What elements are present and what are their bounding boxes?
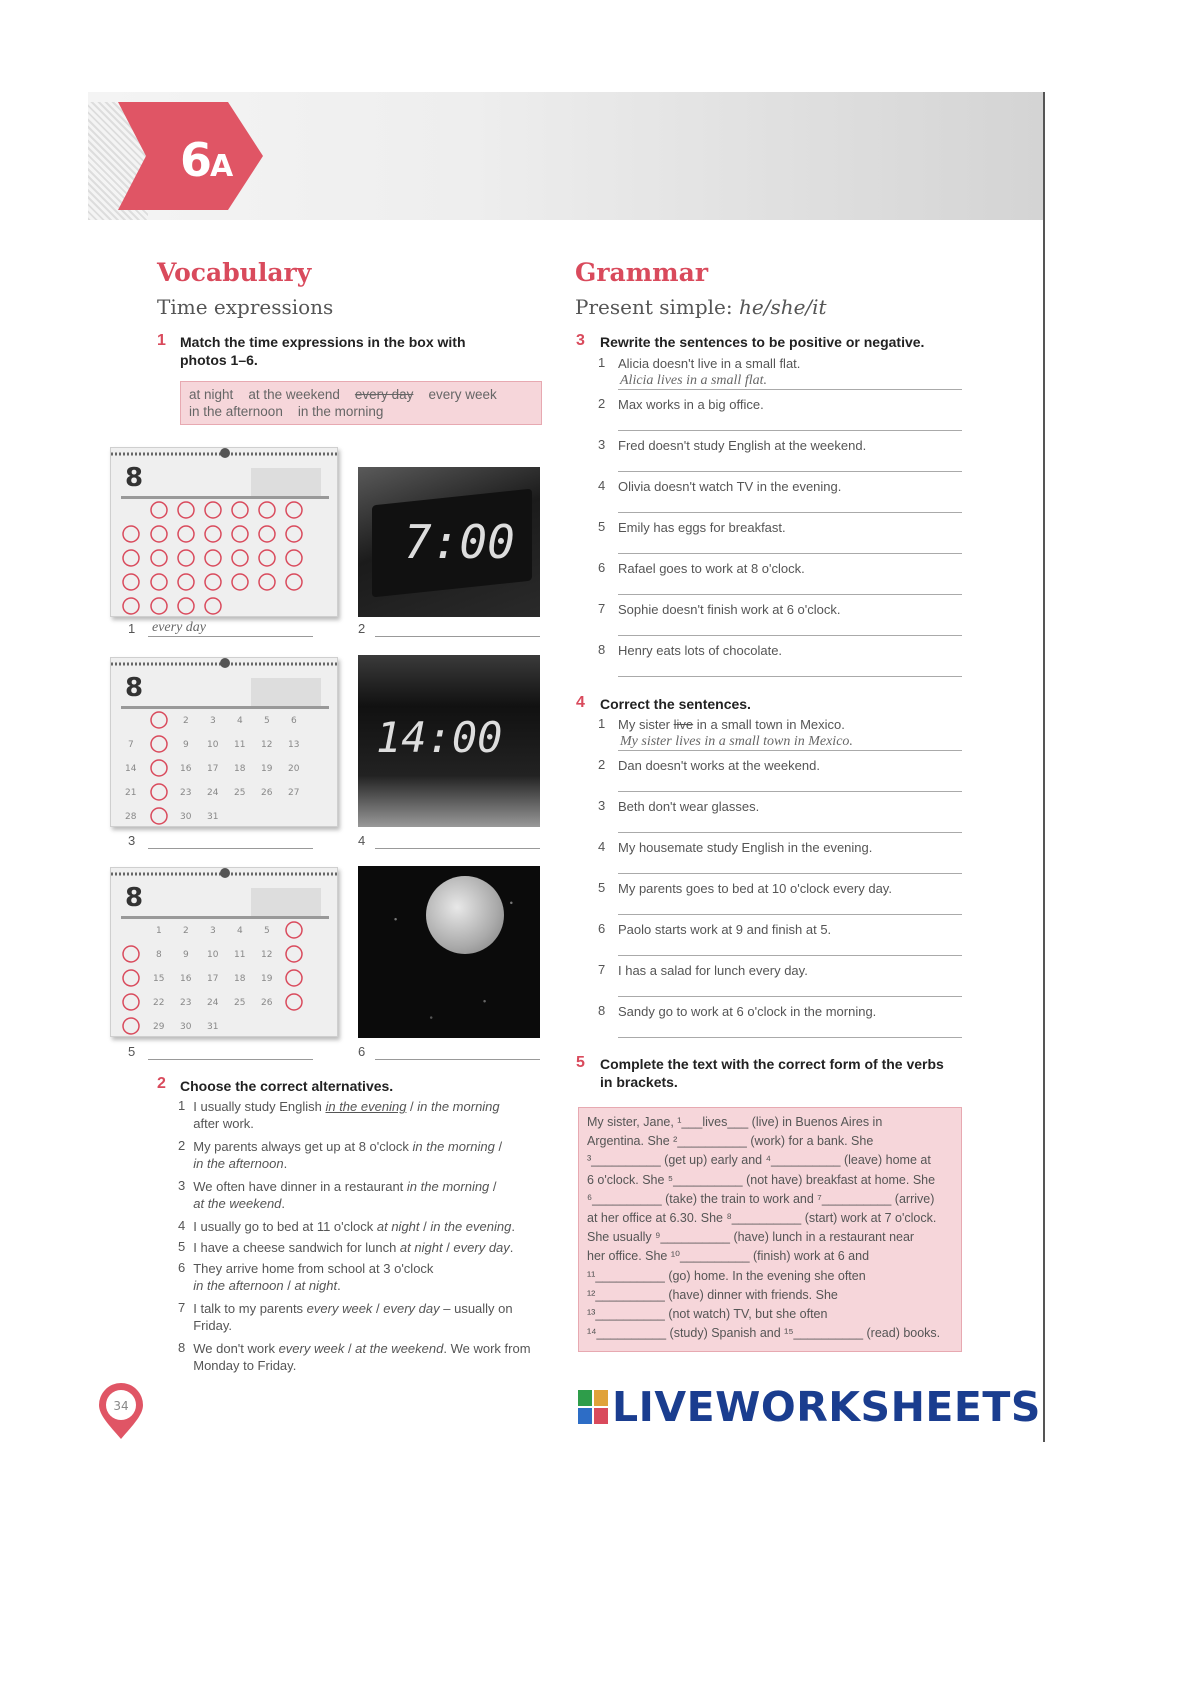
exercise-3-list	[598, 353, 963, 681]
svg-text:12: 12	[261, 740, 273, 750]
option[interactable]: in the morning	[406, 1179, 490, 1194]
exercise-1-instruction	[180, 333, 466, 369]
svg-text:21: 21	[125, 788, 137, 798]
svg-text:24: 24	[207, 788, 219, 798]
exercise-3-answer-line[interactable]	[618, 389, 962, 390]
option[interactable]: at the weekend	[193, 1196, 282, 1211]
exercise-2-number: 2	[157, 1075, 166, 1092]
exercise-3-item: 5 Emily has eggs for breakfast.	[598, 517, 963, 558]
exercise-4-item: 3 Beth don't wear glasses.	[598, 796, 963, 837]
exercise-3-answer-line[interactable]	[618, 471, 962, 472]
exercise-4-item: 2 Dan doesn't works at the weekend.	[598, 755, 963, 796]
exercise-2-instruction: Choose the correct alternatives.	[180, 1078, 394, 1094]
exercise-4-number: 4	[576, 694, 585, 711]
grammar-heading: Grammar	[575, 258, 708, 287]
svg-text:19: 19	[261, 974, 273, 984]
exercise-4-answer-line[interactable]	[618, 914, 962, 915]
grammar-subheading: Present simple: he/she/it	[575, 295, 827, 319]
svg-text:23: 23	[180, 788, 192, 798]
svg-text:17: 17	[207, 764, 219, 774]
photo-2-label: 2	[358, 621, 366, 636]
svg-text:6: 6	[291, 716, 297, 726]
svg-text:2: 2	[183, 716, 189, 726]
exercise-5-line: ¹¹__________ (go) home. In the evening she often	[587, 1268, 866, 1283]
vocabulary-subheading: Time expressions	[157, 295, 334, 319]
svg-text:19: 19	[261, 764, 273, 774]
exercise-5-line: ¹⁴__________ (study) Spanish and ¹⁵__________ (read) books.	[587, 1326, 941, 1341]
option[interactable]: every day	[383, 1301, 440, 1316]
liveworksheets-logo-icon	[578, 1390, 608, 1424]
svg-text:17: 17	[207, 974, 219, 984]
exercise-4-answer-line[interactable]	[618, 791, 962, 792]
option[interactable]: in the morning	[417, 1099, 500, 1114]
exercise-5-line: My sister, Jane, ¹___lives___ (live) in Buenos Aires in	[587, 1115, 883, 1129]
svg-text:22: 22	[153, 998, 165, 1008]
svg-text:20: 20	[288, 764, 300, 774]
vocabulary-heading: Vocabulary	[157, 258, 312, 287]
exercise-4-answer: My sister lives in a small town in Mexico.	[620, 734, 853, 749]
exercise-4-answer-line[interactable]	[618, 1037, 962, 1038]
word-every-day: every day	[354, 387, 414, 402]
word-box-line2	[189, 403, 533, 420]
photo-3-calendar	[110, 657, 338, 827]
svg-text:16: 16	[180, 764, 192, 774]
exercise-5-line: her office. She ¹⁰__________ (finish) work at 6 and	[587, 1249, 870, 1264]
exercise-5-line: She usually ⁹__________ (have) lunch in a restaurant near	[587, 1230, 915, 1245]
photo-4-clock	[358, 655, 540, 827]
option[interactable]: every week	[278, 1341, 345, 1356]
svg-text:23: 23	[180, 998, 192, 1008]
word-in-the-afternoon: in the afternoon	[189, 404, 283, 419]
photo-6-moon	[358, 866, 540, 1038]
photo-1-answer: every day	[152, 620, 207, 635]
exercise-3-answer-line[interactable]	[618, 430, 962, 431]
photo-6-label: 6	[358, 1044, 366, 1059]
exercise-2-list	[178, 1098, 533, 1374]
svg-text:18: 18	[234, 764, 246, 774]
option[interactable]: in the afternoon	[193, 1156, 284, 1171]
option[interactable]: in the afternoon	[193, 1278, 284, 1293]
svg-text:24: 24	[207, 998, 219, 1008]
svg-text:9: 9	[183, 950, 189, 960]
photo-2-answer-line[interactable]	[375, 636, 540, 637]
word-box-line1	[189, 386, 533, 403]
page-edge	[1043, 92, 1045, 1442]
exercise-5-text-box[interactable]	[578, 1107, 962, 1352]
moon-icon	[426, 876, 504, 954]
exercise-1-instruction-line1: Match the time expressions in the box with	[180, 334, 466, 350]
photo-1-answer-line[interactable]	[148, 636, 313, 637]
exercise-4-list	[598, 714, 963, 1042]
exercise-3-answer-line[interactable]	[618, 635, 962, 636]
photo-6-answer-line[interactable]	[375, 1059, 540, 1060]
option[interactable]: in the evening	[325, 1099, 407, 1114]
exercise-3-number: 3	[576, 332, 585, 349]
exercise-2-item: 2 My parents always get up at 8 o'clock in the morning / in the afternoon.	[178, 1138, 503, 1171]
exercise-5-number: 5	[576, 1054, 585, 1071]
photo-4-label: 4	[358, 833, 366, 848]
svg-text:30: 30	[180, 1022, 192, 1032]
unit-letter: A	[210, 149, 234, 184]
svg-text:11: 11	[234, 740, 246, 750]
svg-text:8: 8	[125, 673, 144, 703]
svg-text:31: 31	[207, 1022, 219, 1032]
svg-text:5: 5	[264, 926, 270, 936]
option[interactable]: every week	[306, 1301, 373, 1316]
exercise-4-answer-line[interactable]	[618, 750, 962, 751]
word-in-the-morning: in the morning	[297, 404, 384, 419]
clock-display-1: 7:00	[404, 515, 515, 569]
word-box	[180, 381, 542, 425]
photo-5-calendar	[110, 867, 338, 1037]
svg-text:11: 11	[234, 950, 246, 960]
svg-text:9: 9	[183, 740, 189, 750]
svg-text:1: 1	[156, 926, 162, 936]
exercise-2-item: 3 We often have dinner in a restaurant in the morning / at the weekend.	[178, 1178, 497, 1211]
exercise-4-item: 8 Sandy go to work at 6 o'clock in the morning.	[598, 1001, 963, 1042]
svg-text:4: 4	[237, 926, 243, 936]
option[interactable]: at night	[399, 1240, 443, 1255]
exercise-3-answer-line[interactable]	[618, 676, 962, 677]
svg-text:25: 25	[234, 998, 246, 1008]
exercise-3-item: 2 Max works in a big office.	[598, 394, 963, 435]
exercise-3-item: 3 Fred doesn't study English at the weekend.	[598, 435, 963, 476]
word-every-week: every week	[428, 387, 497, 402]
exercise-4-item: 5 My parents goes to bed at 10 o'clock every day.	[598, 878, 963, 919]
exercise-4-answer-line[interactable]	[618, 955, 962, 956]
svg-text:31: 31	[207, 812, 219, 822]
svg-text:26: 26	[261, 998, 273, 1008]
exercise-3-item: 1 Alicia doesn't live in a small flat. Alicia lives in a small flat.	[598, 353, 963, 394]
exercise-5-line: ³__________ (get up) early and ⁴__________ (leave) home at	[587, 1153, 931, 1168]
option[interactable]: in the evening	[430, 1219, 512, 1234]
option[interactable]: in the morning	[412, 1139, 495, 1154]
unit-badge	[118, 102, 263, 210]
exercise-5-line: ⁶__________ (take) the train to work and ⁷__________ (arrive)	[587, 1191, 935, 1206]
photo-4-answer-line[interactable]	[375, 848, 540, 849]
svg-text:28: 28	[125, 812, 137, 822]
exercise-2-item: 5 I have a cheese sandwich for lunch at night / every day.	[178, 1239, 514, 1255]
exercise-3-instruction: Rewrite the sentences to be positive or negative.	[600, 334, 925, 350]
photo-5-answer-line[interactable]	[148, 1059, 313, 1060]
svg-text:8: 8	[125, 463, 144, 493]
svg-text:3: 3	[210, 926, 216, 936]
svg-text:5: 5	[264, 716, 270, 726]
svg-text:25: 25	[234, 788, 246, 798]
svg-text:3: 3	[210, 716, 216, 726]
exercise-2-item: 6 They arrive home from school at 3 o'clock in the afternoon / at night.	[178, 1260, 434, 1293]
liveworksheets-wordmark: LIVEWORKSHEETS	[612, 1383, 1041, 1431]
exercise-5-line: ¹³__________ (not watch) TV, but she often	[587, 1307, 828, 1322]
exercise-4-item: 1 My sister live in a small town in Mexico. My sister lives in a small town in Mexico.	[598, 714, 963, 755]
option[interactable]: every day	[453, 1240, 510, 1255]
svg-text:26: 26	[261, 788, 273, 798]
page-number: 34	[113, 1399, 129, 1413]
svg-text:15: 15	[153, 974, 165, 984]
exercise-3-answer-line[interactable]	[618, 512, 962, 513]
svg-text:18: 18	[234, 974, 246, 984]
svg-text:12: 12	[261, 950, 273, 960]
option[interactable]: at night	[376, 1219, 420, 1234]
svg-text:16: 16	[180, 974, 192, 984]
exercise-2-item: 1 I usually study English in the evening / in the morning after work.	[178, 1098, 500, 1131]
word-at-night: at night	[189, 387, 234, 402]
page-number-pin	[97, 1383, 145, 1441]
exercise-5-line: Argentina. She ²__________ (work) for a bank. She	[587, 1134, 874, 1149]
svg-text:30: 30	[180, 812, 192, 822]
liveworksheets-logo	[578, 1383, 1041, 1431]
exercise-3-item: 6 Rafael goes to work at 8 o'clock.	[598, 558, 963, 599]
svg-text:14: 14	[125, 764, 137, 774]
exercise-5-line: at her office at 6.30. She ⁸__________ (start) work at 7 o'clock.	[587, 1211, 937, 1226]
svg-text:2: 2	[183, 926, 189, 936]
clock-display-2: 14:00	[376, 713, 503, 762]
exercise-4-item: 6 Paolo starts work at 9 and finish at 5.	[598, 919, 963, 960]
exercise-3-item: 7 Sophie doesn't finish work at 6 o'clock.	[598, 599, 963, 640]
exercise-1-instruction-line2: photos 1–6.	[180, 352, 258, 368]
exercise-5-line: ¹²__________ (have) dinner with friends. She	[587, 1287, 838, 1302]
svg-text:29: 29	[153, 1022, 165, 1032]
exercise-3-item: 4 Olivia doesn't watch TV in the evening.	[598, 476, 963, 517]
svg-text:10: 10	[207, 740, 219, 750]
svg-text:10: 10	[207, 950, 219, 960]
svg-text:7: 7	[128, 740, 134, 750]
svg-text:13: 13	[288, 740, 300, 750]
svg-text:8: 8	[125, 883, 144, 913]
exercise-4-answer-line[interactable]	[618, 832, 962, 833]
exercise-4-item: 4 My housemate study English in the evening.	[598, 837, 963, 878]
exercise-5-instruction: Complete the text with the correct form of the verbs in brackets.	[600, 1056, 944, 1090]
exercise-2-item: 8 We don't work every week / at the weekend. We work from Monday to Friday.	[178, 1340, 531, 1373]
exercise-4-item: 7 I has a salad for lunch every day.	[598, 960, 963, 1001]
word-at-the-weekend: at the weekend	[248, 387, 340, 402]
exercise-4-instruction: Correct the sentences.	[600, 696, 751, 712]
svg-text:27: 27	[288, 788, 300, 798]
exercise-3-answer-line[interactable]	[618, 594, 962, 595]
exercise-3-answer-line[interactable]	[618, 553, 962, 554]
unit-number: 6	[180, 133, 213, 187]
svg-text:8: 8	[156, 950, 162, 960]
exercise-5-line: 6 o'clock. She ⁵__________ (not have) breakfast at home. She	[587, 1172, 936, 1187]
photo-5-label: 5	[128, 1044, 136, 1059]
exercise-3-answer: Alicia lives in a small flat.	[620, 373, 767, 388]
option[interactable]: at the weekend	[355, 1341, 444, 1356]
photo-3-label: 3	[128, 833, 136, 848]
photo-2-clock	[358, 467, 540, 617]
exercise-2-item: 7 I talk to my parents every week / every day – usually on Friday.	[178, 1300, 513, 1333]
photo-1-label: 1	[128, 621, 136, 636]
svg-text:4: 4	[237, 716, 243, 726]
option[interactable]: at night	[294, 1278, 338, 1293]
exercise-4-answer-line[interactable]	[618, 873, 962, 874]
exercise-4-answer-line[interactable]	[618, 996, 962, 997]
exercise-2-item: 4 I usually go to bed at 11 o'clock at night / in the evening.	[178, 1218, 515, 1234]
exercise-3-item: 8 Henry eats lots of chocolate.	[598, 640, 963, 681]
photo-3-answer-line[interactable]	[148, 848, 313, 849]
photo-1-calendar	[110, 447, 338, 617]
exercise-1-number: 1	[157, 332, 166, 349]
